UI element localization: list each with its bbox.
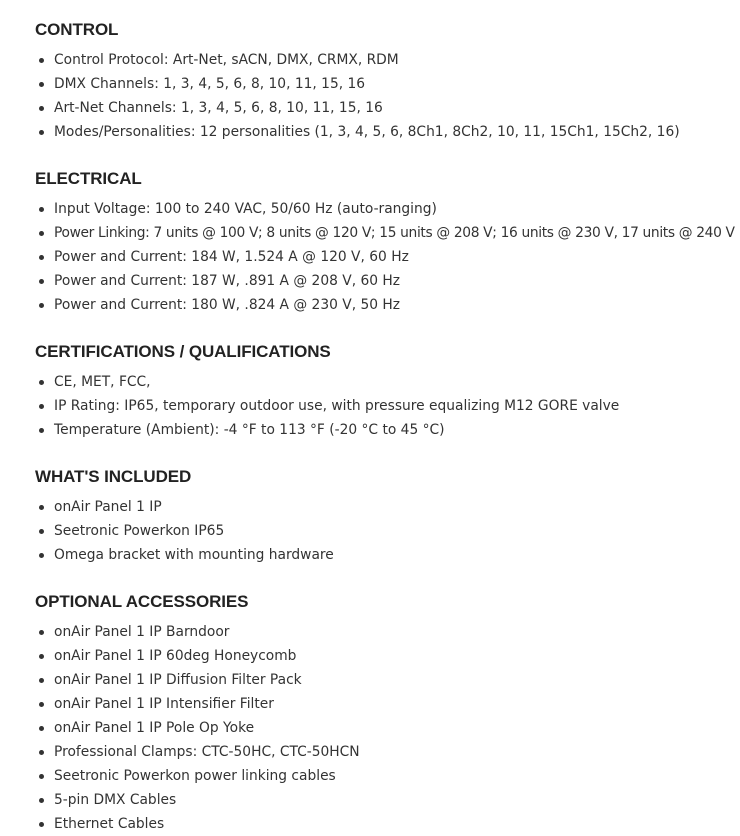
list-item: Power and Current: 184 W, 1.524 A @ 120 V, 60 Hz xyxy=(35,245,735,269)
list-item: Seetronic Powerkon IP65 xyxy=(35,519,735,543)
included-list xyxy=(35,495,735,567)
list-item: onAir Panel 1 IP Pole Op Yoke xyxy=(35,716,735,740)
bullet-icon xyxy=(39,130,44,135)
bullet-icon xyxy=(39,404,44,409)
bullet-icon xyxy=(39,58,44,63)
bullet-icon xyxy=(39,82,44,87)
section-certifications xyxy=(35,340,735,438)
section-heading-certifications: CERTIFICATIONS / QUALIFICATIONS xyxy=(35,342,331,361)
list-item: DMX Channels: 1, 3, 4, 5, 6, 8, 10, 11, 15, 16 xyxy=(35,72,735,96)
list-item: Omega bracket with mounting hardware xyxy=(35,543,735,567)
electrical-list xyxy=(35,197,735,317)
bullet-icon xyxy=(39,106,44,111)
section-heading-control: CONTROL xyxy=(35,20,119,39)
bullet-icon xyxy=(39,505,44,510)
list-item: Ethernet Cables xyxy=(35,812,735,836)
bullet-icon xyxy=(39,774,44,779)
list-item: Power and Current: 180 W, .824 A @ 230 V, 50 Hz xyxy=(35,293,735,317)
bullet-icon xyxy=(39,654,44,659)
list-item: Professional Clamps: CTC-50HC, CTC-50HCN xyxy=(35,740,735,764)
bullet-icon xyxy=(39,207,44,212)
section-heading-optional-accessories: OPTIONAL ACCESSORIES xyxy=(35,592,249,611)
list-item: 5-pin DMX Cables xyxy=(35,788,735,812)
list-item: Temperature (Ambient): -4 °F to 113 °F (-20 °C to 45 °C) xyxy=(35,418,735,442)
bullet-icon xyxy=(39,798,44,803)
list-item: Input Voltage: 100 to 240 VAC, 50/60 Hz (auto-ranging) xyxy=(35,197,735,221)
bullet-icon xyxy=(39,702,44,707)
list-item: onAir Panel 1 IP Diffusion Filter Pack xyxy=(35,668,735,692)
list-item: Power Linking: 7 units @ 100 V; 8 units @ 120 V; 15 units @ 208 V; 16 units @ 230 V, 17 units @ 240 V xyxy=(35,221,735,245)
bullet-icon xyxy=(39,428,44,433)
bullet-icon xyxy=(39,303,44,308)
bullet-icon xyxy=(39,726,44,731)
bullet-icon xyxy=(39,255,44,260)
bullet-icon xyxy=(39,279,44,284)
list-item: Control Protocol: Art-Net, sACN, DMX, CRMX, RDM xyxy=(35,48,735,72)
section-optional-accessories xyxy=(35,590,735,832)
list-item: IP Rating: IP65, temporary outdoor use, with pressure equalizing M12 GORE valve xyxy=(35,394,735,418)
accessories-list xyxy=(35,620,735,836)
bullet-icon xyxy=(39,380,44,385)
list-item: Modes/Personalities: 12 personalities (1, 3, 4, 5, 6, 8Ch1, 8Ch2, 10, 11, 15Ch1, 15Ch2, 16) xyxy=(35,120,735,144)
list-item: onAir Panel 1 IP Barndoor xyxy=(35,620,735,644)
control-list xyxy=(35,48,735,144)
list-item: CE, MET, FCC, xyxy=(35,370,735,394)
list-item: onAir Panel 1 IP Intensifier Filter xyxy=(35,692,735,716)
list-item: Seetronic Powerkon power linking cables xyxy=(35,764,735,788)
list-item: onAir Panel 1 IP xyxy=(35,495,735,519)
bullet-icon xyxy=(39,750,44,755)
list-item: onAir Panel 1 IP 60deg Honeycomb xyxy=(35,644,735,668)
list-item: Power and Current: 187 W, .891 A @ 208 V, 60 Hz xyxy=(35,269,735,293)
bullet-icon xyxy=(39,630,44,635)
bullet-icon xyxy=(39,822,44,827)
certifications-list xyxy=(35,370,735,442)
section-electrical xyxy=(35,167,735,313)
bullet-icon xyxy=(39,529,44,534)
list-item: Art-Net Channels: 1, 3, 4, 5, 6, 8, 10, 11, 15, 16 xyxy=(35,96,735,120)
section-heading-whats-included: WHAT'S INCLUDED xyxy=(35,467,192,486)
bullet-icon xyxy=(39,553,44,558)
section-heading-electrical: ELECTRICAL xyxy=(35,169,142,188)
bullet-icon xyxy=(39,231,44,236)
section-control xyxy=(35,18,735,140)
section-whats-included xyxy=(35,465,735,563)
bullet-icon xyxy=(39,678,44,683)
